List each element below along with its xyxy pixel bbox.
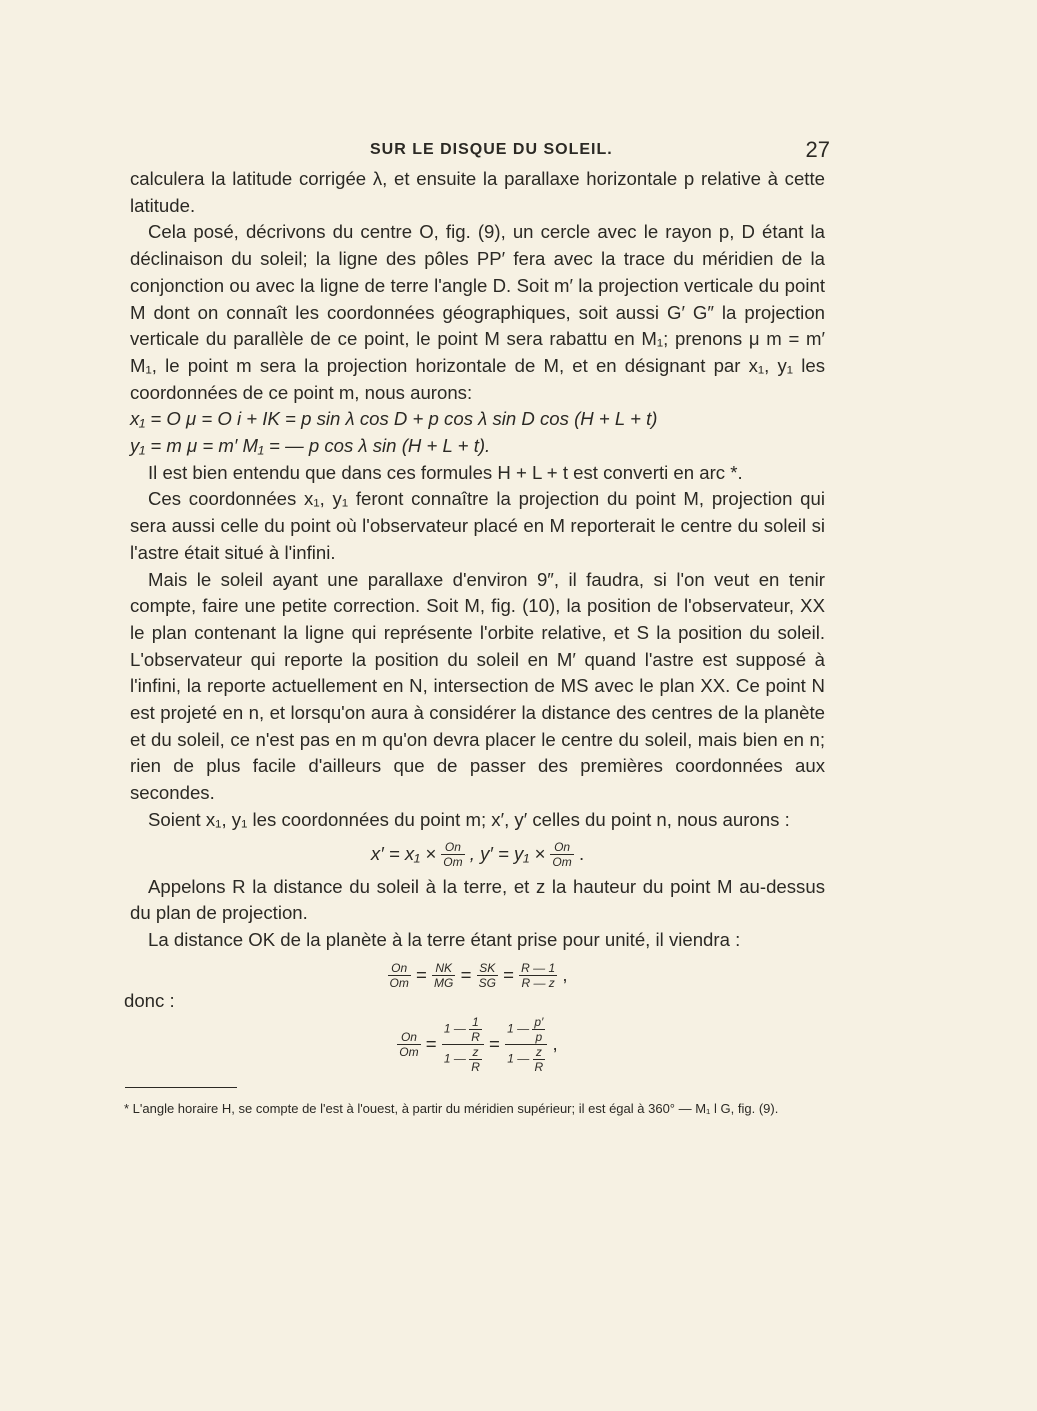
one-minus: 1 — (507, 1051, 530, 1066)
fraction-numerator: On (550, 840, 573, 855)
fraction-z-r (469, 1045, 482, 1074)
body-text (130, 166, 825, 1084)
equation-y1: y₁ = m μ = m′ M₁ = — p cos λ sin (H + L + t). (130, 435, 491, 457)
fraction-1-r (469, 1015, 482, 1044)
eq-period: . (578, 842, 585, 864)
fraction-denominator: Om (443, 855, 463, 870)
paragraph-5: Mais le soleil ayant une parallaxe d'environ 9″, il faudra, si l'on veut en tenir compte, faire une petite correction. Soit M, fig. (10), la position de l'observateur, XX le plan contenant la ligne qui représente l'orbite relative, et S la position du soleil. L'observateur qui reporte la position du soleil en M′ quand l'astre est supposé à l'infini, la reporte actuellement en N, intersection de MS avec le plan XX. Ce point N est projeté en n, et lorsqu'on aura à considérer la distance des centres de la planète et du soleil, ce n'est pas en m qu'on devra placer le centre du soleil, mais bien en n; rien de plus facile d'ailleurs que de passer des premières coordonnées aux secondes. (130, 568, 825, 804)
fraction-numerator: On (388, 961, 411, 976)
equals-sign: = (416, 963, 427, 985)
equation-x1: x₁ = O μ = O i + IK = p sin λ cos D + p cos λ sin D cos (H + L + t) (130, 408, 658, 430)
fraction-numerator: 1 (469, 1015, 482, 1030)
fraction-numerator: p′ (534, 1015, 544, 1030)
equals-sign: = (425, 1032, 437, 1054)
one-minus: 1 — (507, 1021, 530, 1036)
fraction-numerator: On (441, 840, 464, 855)
paragraph-7: Appelons R la distance du soleil à la terre, et z la hauteur du point M au-dessus du plan de projection. (130, 875, 825, 924)
running-header (130, 137, 830, 165)
compound-denominator (505, 1045, 547, 1074)
compound-denominator (442, 1045, 484, 1074)
fraction-pp-p (532, 1015, 545, 1044)
fraction-on-om (388, 961, 411, 990)
compound-numerator (505, 1015, 547, 1045)
fraction-denominator: MG (434, 976, 454, 991)
fraction-denominator: R (471, 1060, 480, 1075)
fraction-numerator: R — 1 (521, 961, 556, 976)
equals-sign: = (489, 1032, 500, 1054)
paragraph-1: calculera la latitude corrigée λ, et ensuite la parallaxe horizontale p relative à cette latitude. (130, 168, 825, 216)
fraction-nk-mg (432, 961, 455, 990)
fraction-denominator: R (471, 1030, 480, 1045)
paragraph-4: Ces coordonnées x₁, y₁ feront connaître la projection du point M, projection qui sera aussi celle du point où l'observateur placé en M reporterait le centre du soleil si l'astre était situé à l'infini. (130, 488, 825, 563)
one-minus: 1 — (443, 1051, 466, 1066)
one-minus: 1 — (443, 1021, 466, 1036)
fraction-sk-sg (477, 961, 498, 990)
equation-xprime-yprime (130, 834, 825, 874)
fraction-r1-rz (519, 961, 557, 990)
fraction-on-om-3 (397, 1030, 420, 1059)
paragraph-3: Il est bien entendu que dans ces formules H + L + t est converti en arc *. (148, 461, 743, 483)
fraction-denominator: Om (399, 1045, 419, 1060)
equals-sign: = (460, 963, 472, 985)
fraction-denominator: Om (552, 855, 572, 870)
fraction-on-om-1 (441, 840, 464, 869)
paragraph-6: Soient x₁, y₁ les coordonnées du point m; x′, y′ celles du point n, nous aurons : (148, 808, 790, 830)
page-number: 27 (805, 137, 830, 162)
fraction-numerator: On (397, 1030, 420, 1045)
fraction-numerator: NK (432, 961, 455, 976)
comma: , (552, 1032, 558, 1054)
fraction-numerator: SK (477, 961, 498, 976)
fraction-on-om-2 (550, 840, 573, 869)
fraction-numerator: z (533, 1045, 546, 1060)
fraction-numerator: z (469, 1045, 482, 1060)
equation-ratios (130, 956, 825, 994)
header-title: SUR LE DISQUE DU SOLEIL. (370, 141, 613, 158)
equation-compound (130, 1004, 825, 1084)
comma: , (562, 963, 568, 985)
footnote-rule (125, 1087, 237, 1088)
fraction-denominator: p (535, 1030, 543, 1045)
eq-xprime-lhs: x′ = x₁ × (370, 842, 437, 864)
paragraph-8: La distance OK de la planète à la terre étant prise pour unité, il viendra : (148, 928, 741, 950)
fraction-denominator: R — z (521, 976, 555, 991)
compound-numerator (442, 1015, 484, 1045)
eq-yprime-lhs: , y′ = y₁ × (469, 842, 546, 864)
fraction-denominator: Om (389, 976, 409, 991)
fraction-denominator: R (534, 1060, 544, 1075)
fraction-z-r-2 (533, 1045, 546, 1074)
footnote: * L'angle horaire H, se compte de l'est à l'ouest, à partir du méridien supérieur; il est égal à 360° — M₁ l G, fig. (9). (124, 1101, 779, 1116)
donc-label: donc : (124, 990, 175, 1011)
equals-sign: = (503, 963, 514, 985)
fraction-denominator: SG (478, 976, 496, 991)
compound-fraction-1 (442, 1015, 484, 1074)
paragraph-2: Cela posé, décrivons du centre O, fig. (9), un cercle avec le rayon p, D étant la déclinaison du soleil; la ligne des pôles PP′ fera avec la trace du méridien de la conjonction ou avec la ligne de terre l'angle D. Soit m′ la projection verticale du point M dont on connaît les coordonnées géographiques, soit aussi G′ G″ la projection verticale du parallèle de ce point, le point M sera rabattu en M₁; prenons μ m = m′ M₁, le point m sera la projection horizontale de M, et en désignant par x₁, y₁ les coordonnées de ce point m, nous aurons: (130, 221, 825, 403)
compound-fraction-2 (505, 1015, 547, 1074)
